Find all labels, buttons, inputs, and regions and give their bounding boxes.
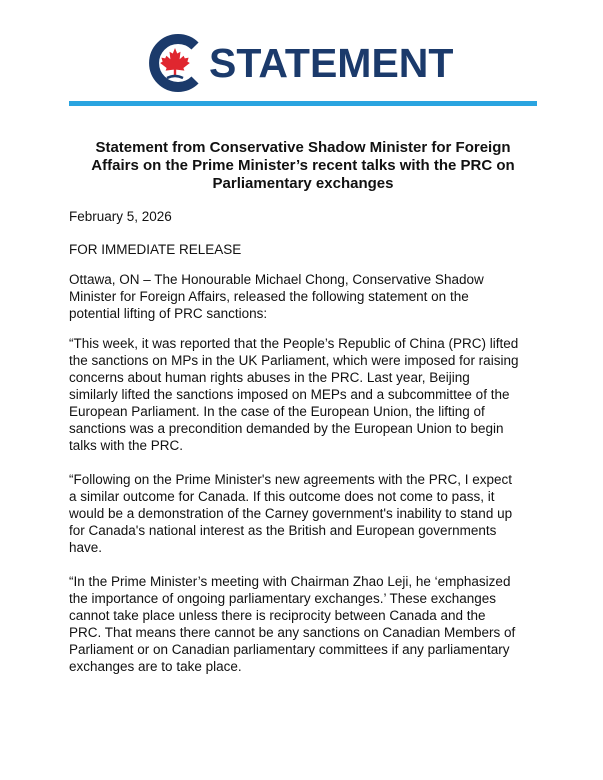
paragraph-line: for Canada's national interest as the British and European governments [69, 523, 497, 538]
release-notice: FOR IMMEDIATE RELEASE [69, 242, 242, 257]
release-date: February 5, 2026 [69, 209, 172, 224]
title-line: Parliamentary exchanges [212, 175, 394, 192]
paragraph-line: a similar outcome for Canada. If this outcome does not come to pass, it [69, 489, 495, 504]
paragraph-line: “Following on the Prime Minister's new agreements with the PRC, I expect [69, 472, 513, 487]
conservative-c-maple-leaf-icon [145, 33, 205, 93]
maple-leaf-icon [160, 48, 190, 76]
paragraph-line: cannot take place unless there is reciprocity between Canada and the [69, 608, 486, 623]
title-line: Statement from Conservative Shadow Minister for Foreign [95, 139, 511, 156]
paragraph-line: concerns about human rights abuses in the PRC. Last year, Beijing [69, 370, 470, 385]
paragraph-line: talks with the PRC. [69, 438, 184, 453]
paragraph-line: PRC. That means there cannot be any sanctions on Canadian Members of [69, 625, 516, 640]
paragraph-line: have. [69, 540, 103, 555]
paragraph-line: potential lifting of PRC sanctions: [69, 306, 268, 321]
paragraph-line: sanctions was a precondition demanded by the European Union to begin [69, 421, 504, 436]
title-line: Affairs on the Prime Minister’s recent talks with the PRC on [91, 157, 515, 174]
paragraph-line: “In the Prime Minister’s meeting with Chairman Zhao Leji, he ‘emphasized [69, 574, 511, 589]
paragraph-line: exchanges are to take place. [69, 659, 242, 674]
body-paragraph-1 [69, 271, 539, 322]
body-paragraph-4 [69, 573, 539, 675]
paragraph-line: “This week, it was reported that the People’s Republic of China (PRC) lifted [69, 336, 519, 351]
body-paragraph-3 [69, 471, 539, 556]
paragraph-line: the sanctions on MPs in the UK Parliament, which were imposed for raising [69, 353, 519, 368]
statement-wordmark: STATEMENT [209, 40, 454, 86]
paragraph-line: would be a demonstration of the Carney government's inability to stand up [69, 506, 513, 521]
body-paragraph-2 [69, 335, 539, 454]
paragraph-line: Parliament or on Canadian parliamentary committees if any parliamentary [69, 642, 510, 657]
paragraph-line: European Parliament. In the case of the European Union, the lifting of [69, 404, 485, 419]
paragraph-line: Minister for Foreign Affairs, released the following statement on the [69, 289, 469, 304]
paragraph-line: the importance of ongoing parliamentary exchanges.’ These exchanges [69, 591, 497, 606]
paragraph-line: similarly lifted the sanctions imposed on MEPs and a subcommittee of the [69, 387, 510, 402]
paragraph-line: Ottawa, ON – The Honourable Michael Chong, Conservative Shadow [69, 272, 484, 287]
statement-title [69, 139, 537, 193]
statement-logo [145, 33, 465, 93]
header-divider [69, 101, 537, 106]
